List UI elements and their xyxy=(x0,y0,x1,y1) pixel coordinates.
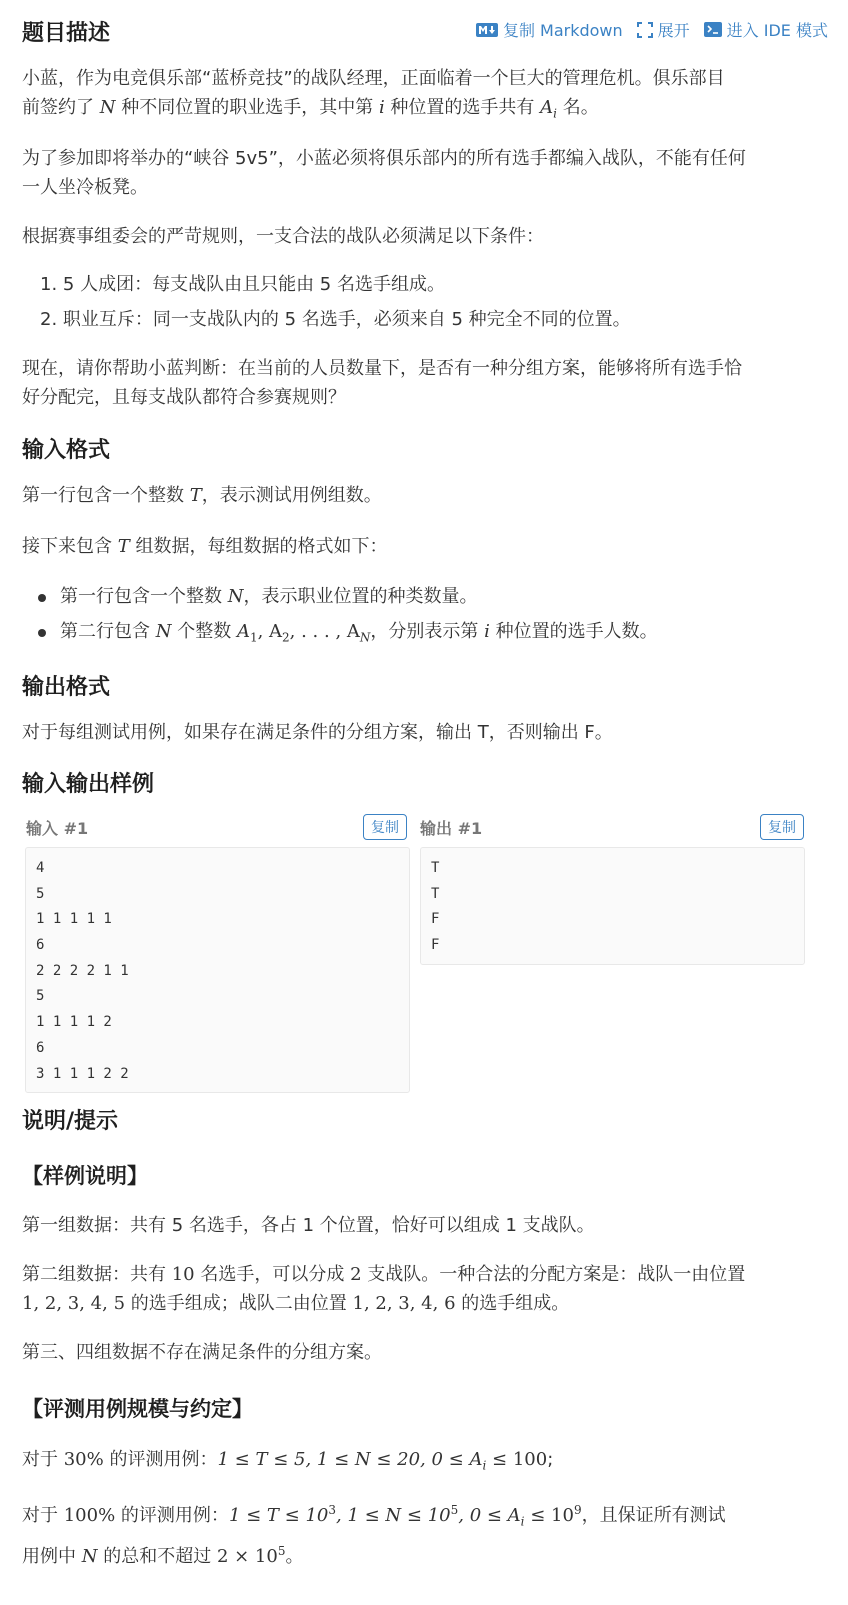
sample-input-line: 1 1 1 1 1 xyxy=(36,911,112,928)
sample-input-label: 输入 #1 xyxy=(26,819,89,838)
rule-item-2: 2. 职业互斥：同一支战队内的 5 名选手，必须来自 5 种完全不同的位置。 xyxy=(40,309,631,330)
copy-input-button[interactable]: 复制 xyxy=(363,814,407,840)
input-format-bullet-2: 第二行包含 N 个整数 $A_1$, $A_2$, . . . , $A_N$，分别表示第 i 种位置的选手人数。 xyxy=(60,621,658,645)
sample-input-line: 3 1 1 1 2 2 xyxy=(36,1065,129,1082)
sample-input-box[interactable] xyxy=(25,847,410,1093)
sample-input-line: 1 1 1 1 2 xyxy=(36,1014,112,1031)
page-title: 题目描述 xyxy=(22,21,111,46)
sample-output-line: T xyxy=(431,860,440,876)
sample-input-line: 5 xyxy=(36,988,45,1005)
bullet-dot xyxy=(38,594,46,602)
input-format-heading: 输入格式 xyxy=(22,438,111,463)
output-format-heading: 输出格式 xyxy=(22,675,111,700)
expand-button[interactable]: 展开 xyxy=(637,18,690,41)
ide-mode-button[interactable]: 进入 IDE 模式 xyxy=(704,18,828,41)
sample-input-line: 2 2 2 2 1 1 xyxy=(36,962,129,979)
input-format-line-1: 第一行包含一个整数 T，表示测试用例组数。 xyxy=(22,485,382,506)
header-row xyxy=(22,14,828,48)
expand-icon xyxy=(637,22,653,38)
output-format-text: 对于每组测试用例，如果存在满足条件的分组方案，输出 T，否则输出 F。 xyxy=(22,722,613,743)
hints-heading: 说明/提示 xyxy=(22,1109,119,1134)
description-paragraph-4: 现在，请你帮助小蓝判断：在当前的人员数量下，是否有一种分组方案，能够将所有选手恰 好分配完，且每支战队都符合参赛规则？ xyxy=(22,358,742,408)
input-format-line-2: 接下来包含 T 组数据，每组数据的格式如下： xyxy=(22,536,388,557)
copy-output-button[interactable]: 复制 xyxy=(760,814,804,840)
scale-heading: 【评测用例规模与约定】 xyxy=(22,1397,253,1421)
description-paragraph-3: 根据赛事组委会的严苛规则，一支合法的战队必须满足以下条件： xyxy=(22,226,544,247)
rule-item-1: 1. 5 人成团：每支战队由且只能由 5 名选手组成。 xyxy=(40,274,445,295)
description-paragraph-2: 为了参加即将举办的“峡谷 5v5”，小蓝必须将俱乐部内的所有选手都编入战队，不能有任何 一人坐冷板凳。 xyxy=(22,148,746,198)
copy-markdown-button[interactable]: 复制 Markdown xyxy=(476,18,623,41)
scale-100: 对于 100% 的评测用例：$1 \le T \le 10^3$, $1 \le N \le 10^5$, $0 \le A_i \le 10^9$，且保证所有测试 用例中 N 的总和不超过 $2 \times 10^5$。 xyxy=(22,1503,726,1567)
sample-input-line: 6 xyxy=(36,1039,45,1056)
bullet-dot xyxy=(38,629,46,637)
sample-input-line: 5 xyxy=(36,885,45,902)
toolbar xyxy=(476,18,828,41)
markdown-icon xyxy=(476,23,498,37)
sample-output-label: 输出 #1 xyxy=(420,819,483,838)
sample-explain-2: 第二组数据：共有 10 名选手，可以分成 2 支战队。一种合法的分配方案是：战队一由位置 1, 2, 3, 4, 5 的选手组成；战队二由位置 1, 2, 3, 4, 6 的选手组成。 xyxy=(22,1264,746,1314)
sample-output-line: T xyxy=(431,885,440,902)
sample-output-line: F xyxy=(431,911,440,928)
sample-output-box[interactable] xyxy=(420,847,805,965)
sample-output-line: F xyxy=(431,937,440,954)
sample-explain-3: 第三、四组数据不存在满足条件的分组方案。 xyxy=(22,1342,382,1363)
terminal-icon xyxy=(704,22,722,37)
sample-input-line: 6 xyxy=(36,937,45,954)
samples-heading: 输入输出样例 xyxy=(22,772,155,797)
sample-explain-heading: 【样例说明】 xyxy=(22,1164,148,1188)
input-format-bullet-1: 第一行包含一个整数 N，表示职业位置的种类数量。 xyxy=(60,586,478,607)
sample-explain-1: 第一组数据：共有 5 名选手，各占 1 个位置，恰好可以组成 1 支战队。 xyxy=(22,1215,595,1236)
description-paragraph-1: 小蓝，作为电竞俱乐部“蓝桥竞技”的战队经理，正面临着一个巨大的管理危机。俱乐部目 前签约了 N 种不同位置的职业选手，其中第 i 种位置的选手共有 $A_i$ 名。 xyxy=(22,68,725,121)
scale-30: 对于 30% 的评测用例：1 ≤ T ≤ 5, 1 ≤ N ≤ 20, $0 \le A_i \le 100$; xyxy=(22,1449,554,1473)
sample-input-line: 4 xyxy=(36,860,45,876)
